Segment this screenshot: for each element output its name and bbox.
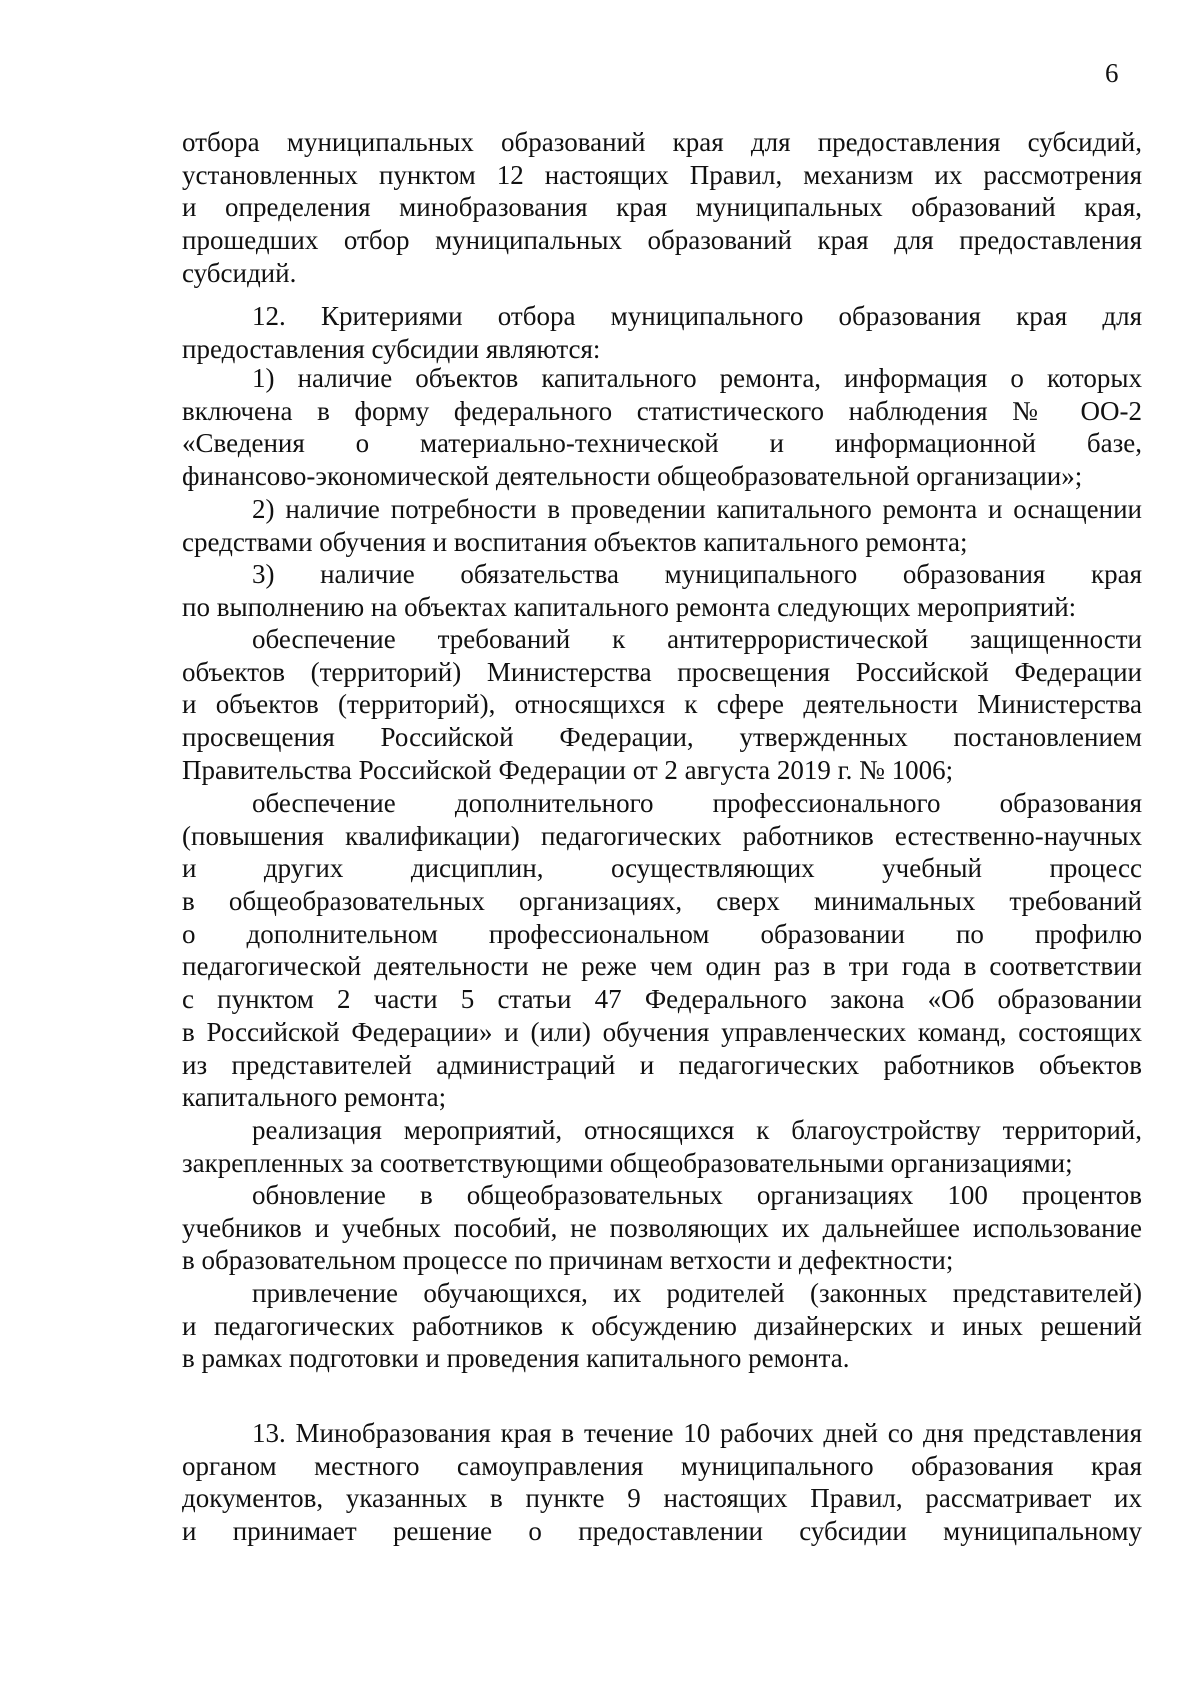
paragraph-measure-1 <box>182 623 1142 786</box>
text-line: 2) наличие потребности в проведении капитального ремонта и оснащении <box>252 494 1142 524</box>
text-line: 1) наличие объектов капитального ремонта, информация о которых <box>252 363 1142 393</box>
text-line: привлечение обучающихся, их родителей (законных представителей) <box>252 1278 1142 1308</box>
text-line: 13. Минобразования края в течение 10 рабочих дней со дня представления <box>252 1418 1142 1448</box>
text-line: учебников и учебных пособий, не позволяющих их дальнейшее использование <box>182 1212 1142 1243</box>
text-line: в общеобразовательных организациях, сверх минимальных требований <box>182 886 1142 917</box>
paragraph-item-12 <box>182 300 1142 365</box>
text-line: и педагогических работников к обсуждению дизайнерских и иных решений <box>182 1310 1142 1341</box>
text-line: (повышения квалификации) педагогических работников естественно-научных <box>182 820 1142 851</box>
text-line: 3) наличие обязательства муниципального образования края <box>252 559 1142 589</box>
text-line: прошедших отбор муниципальных образований края для предоставления <box>182 225 1142 256</box>
paragraph-measure-5 <box>182 1277 1142 1375</box>
text-line: в образовательном процессе по причинам ветхости и дефектности; <box>182 1245 954 1276</box>
text-line: финансово-экономической деятельности общеобразовательной организации»; <box>182 461 1083 492</box>
text-line: педагогической деятельности не реже чем один раз в три года в соответствии <box>182 951 1142 982</box>
paragraph-criterion-2 <box>182 493 1142 558</box>
paragraph-continuation <box>182 126 1142 289</box>
text-line: включена в форму федерального статистического наблюдения № ОО-2 <box>182 395 1142 426</box>
text-line: отбора муниципальных образований края для предоставления субсидий, <box>182 127 1142 157</box>
text-line: средствами обучения и воспитания объектов капитального ремонта; <box>182 526 968 557</box>
paragraph-criterion-1 <box>182 362 1142 493</box>
text-line: установленных пунктом 12 настоящих Правил, механизм их рассмотрения <box>182 159 1142 190</box>
text-line: 12. Критериями отбора муниципального образования края для <box>252 301 1142 331</box>
paragraph-criterion-3 <box>182 558 1142 623</box>
text-line: субсидий. <box>182 257 297 288</box>
text-line: в рамках подготовки и проведения капитального ремонта. <box>182 1343 850 1374</box>
page-number: 6 <box>1105 58 1119 88</box>
text-line: объектов (территорий) Министерства просвещения Российской Федерации <box>182 656 1142 687</box>
text-line: капитального ремонта; <box>182 1082 447 1113</box>
text-line: обеспечение требований к антитеррористической защищенности <box>252 624 1142 654</box>
text-line: документов, указанных в пункте 9 настоящих Правил, рассматривает их <box>182 1483 1142 1514</box>
text-line: реализация мероприятий, относящихся к благоустройству территорий, <box>252 1115 1142 1145</box>
paragraph-measure-3 <box>182 1114 1142 1179</box>
text-line: из представителей администраций и педагогических работников объектов <box>182 1049 1142 1080</box>
text-line: о дополнительном профессиональном образовании по профилю <box>182 918 1142 949</box>
paragraph-measure-2 <box>182 787 1142 1114</box>
text-line: обновление в общеобразовательных организациях 100 процентов <box>252 1180 1142 1210</box>
text-line: по выполнению на объектах капитального ремонта следующих мероприятий: <box>182 591 1077 622</box>
text-line: и объектов (территорий), относящихся к сфере деятельности Министерства <box>182 689 1142 720</box>
text-line: с пунктом 2 части 5 статьи 47 Федерального закона «Об образовании <box>182 984 1142 1015</box>
paragraph-measure-4 <box>182 1179 1142 1277</box>
text-line: и определения минобразования края муниципальных образований края, <box>182 192 1142 223</box>
text-line: просвещения Российской Федерации, утвержденных постановлением <box>182 722 1142 753</box>
text-line: «Сведения о материально-технической и информационной базе, <box>182 428 1142 459</box>
text-line: предоставления субсидии являются: <box>182 333 601 364</box>
text-line: органом местного самоуправления муниципального образования края <box>182 1450 1142 1481</box>
text-line: и других дисциплин, осуществляющих учебный процесс <box>182 853 1142 884</box>
text-line: и принимает решение о предоставлении субсидии муниципальному <box>182 1516 1142 1547</box>
text-line: Правительства Российской Федерации от 2 августа 2019 г. № 1006; <box>182 754 954 785</box>
text-line: обеспечение дополнительного профессионального образования <box>252 788 1142 818</box>
text-line: закрепленных за соответствующими общеобразовательными организациями; <box>182 1147 1073 1178</box>
paragraph-item-13 <box>182 1417 1142 1548</box>
text-line: в Российской Федерации» и (или) обучения управленческих команд, состоящих <box>182 1016 1142 1047</box>
